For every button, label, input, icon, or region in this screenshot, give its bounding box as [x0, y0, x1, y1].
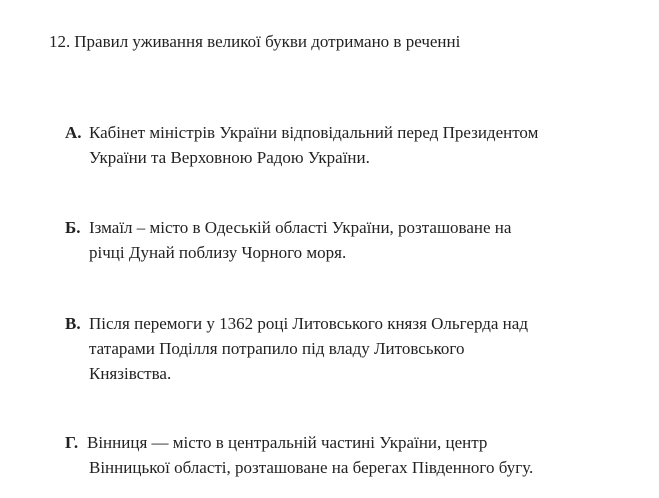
option-text-line: України та Верховною Радою України. [89, 148, 370, 167]
answer-option-h[interactable] [65, 430, 625, 480]
answer-option-b[interactable] [65, 215, 625, 265]
option-letter: А. [65, 123, 82, 142]
option-text-line: татарами Поділля потрапило під владу Литовського [89, 339, 465, 358]
option-text-line: Князівства. [89, 364, 172, 383]
option-text-line: Кабінет міністрів України відповідальний перед Президентом [89, 123, 539, 142]
option-letter: В. [65, 314, 81, 333]
option-text-line: Вінницької області, розташоване на берегах Південного бугу. [89, 458, 534, 477]
option-text-line: Вінниця — місто в центральній частині України, центр [87, 433, 488, 452]
answer-option-a[interactable] [65, 120, 625, 170]
option-text-line: Після перемоги у 1362 році Литовського князя Ольгерда над [89, 314, 528, 333]
question-text: Правил уживання великої букви дотримано в реченні [74, 32, 461, 51]
answer-option-v[interactable] [65, 311, 625, 386]
question-heading [49, 31, 460, 53]
option-letter: Г. [65, 433, 79, 452]
option-text-line: річці Дунай поблизу Чорного моря. [89, 243, 347, 262]
option-letter: Б. [65, 218, 81, 237]
question-number: 12. [49, 32, 71, 51]
option-text-line: Ізмаїл – місто в Одеській області України, розташоване на [89, 218, 512, 237]
